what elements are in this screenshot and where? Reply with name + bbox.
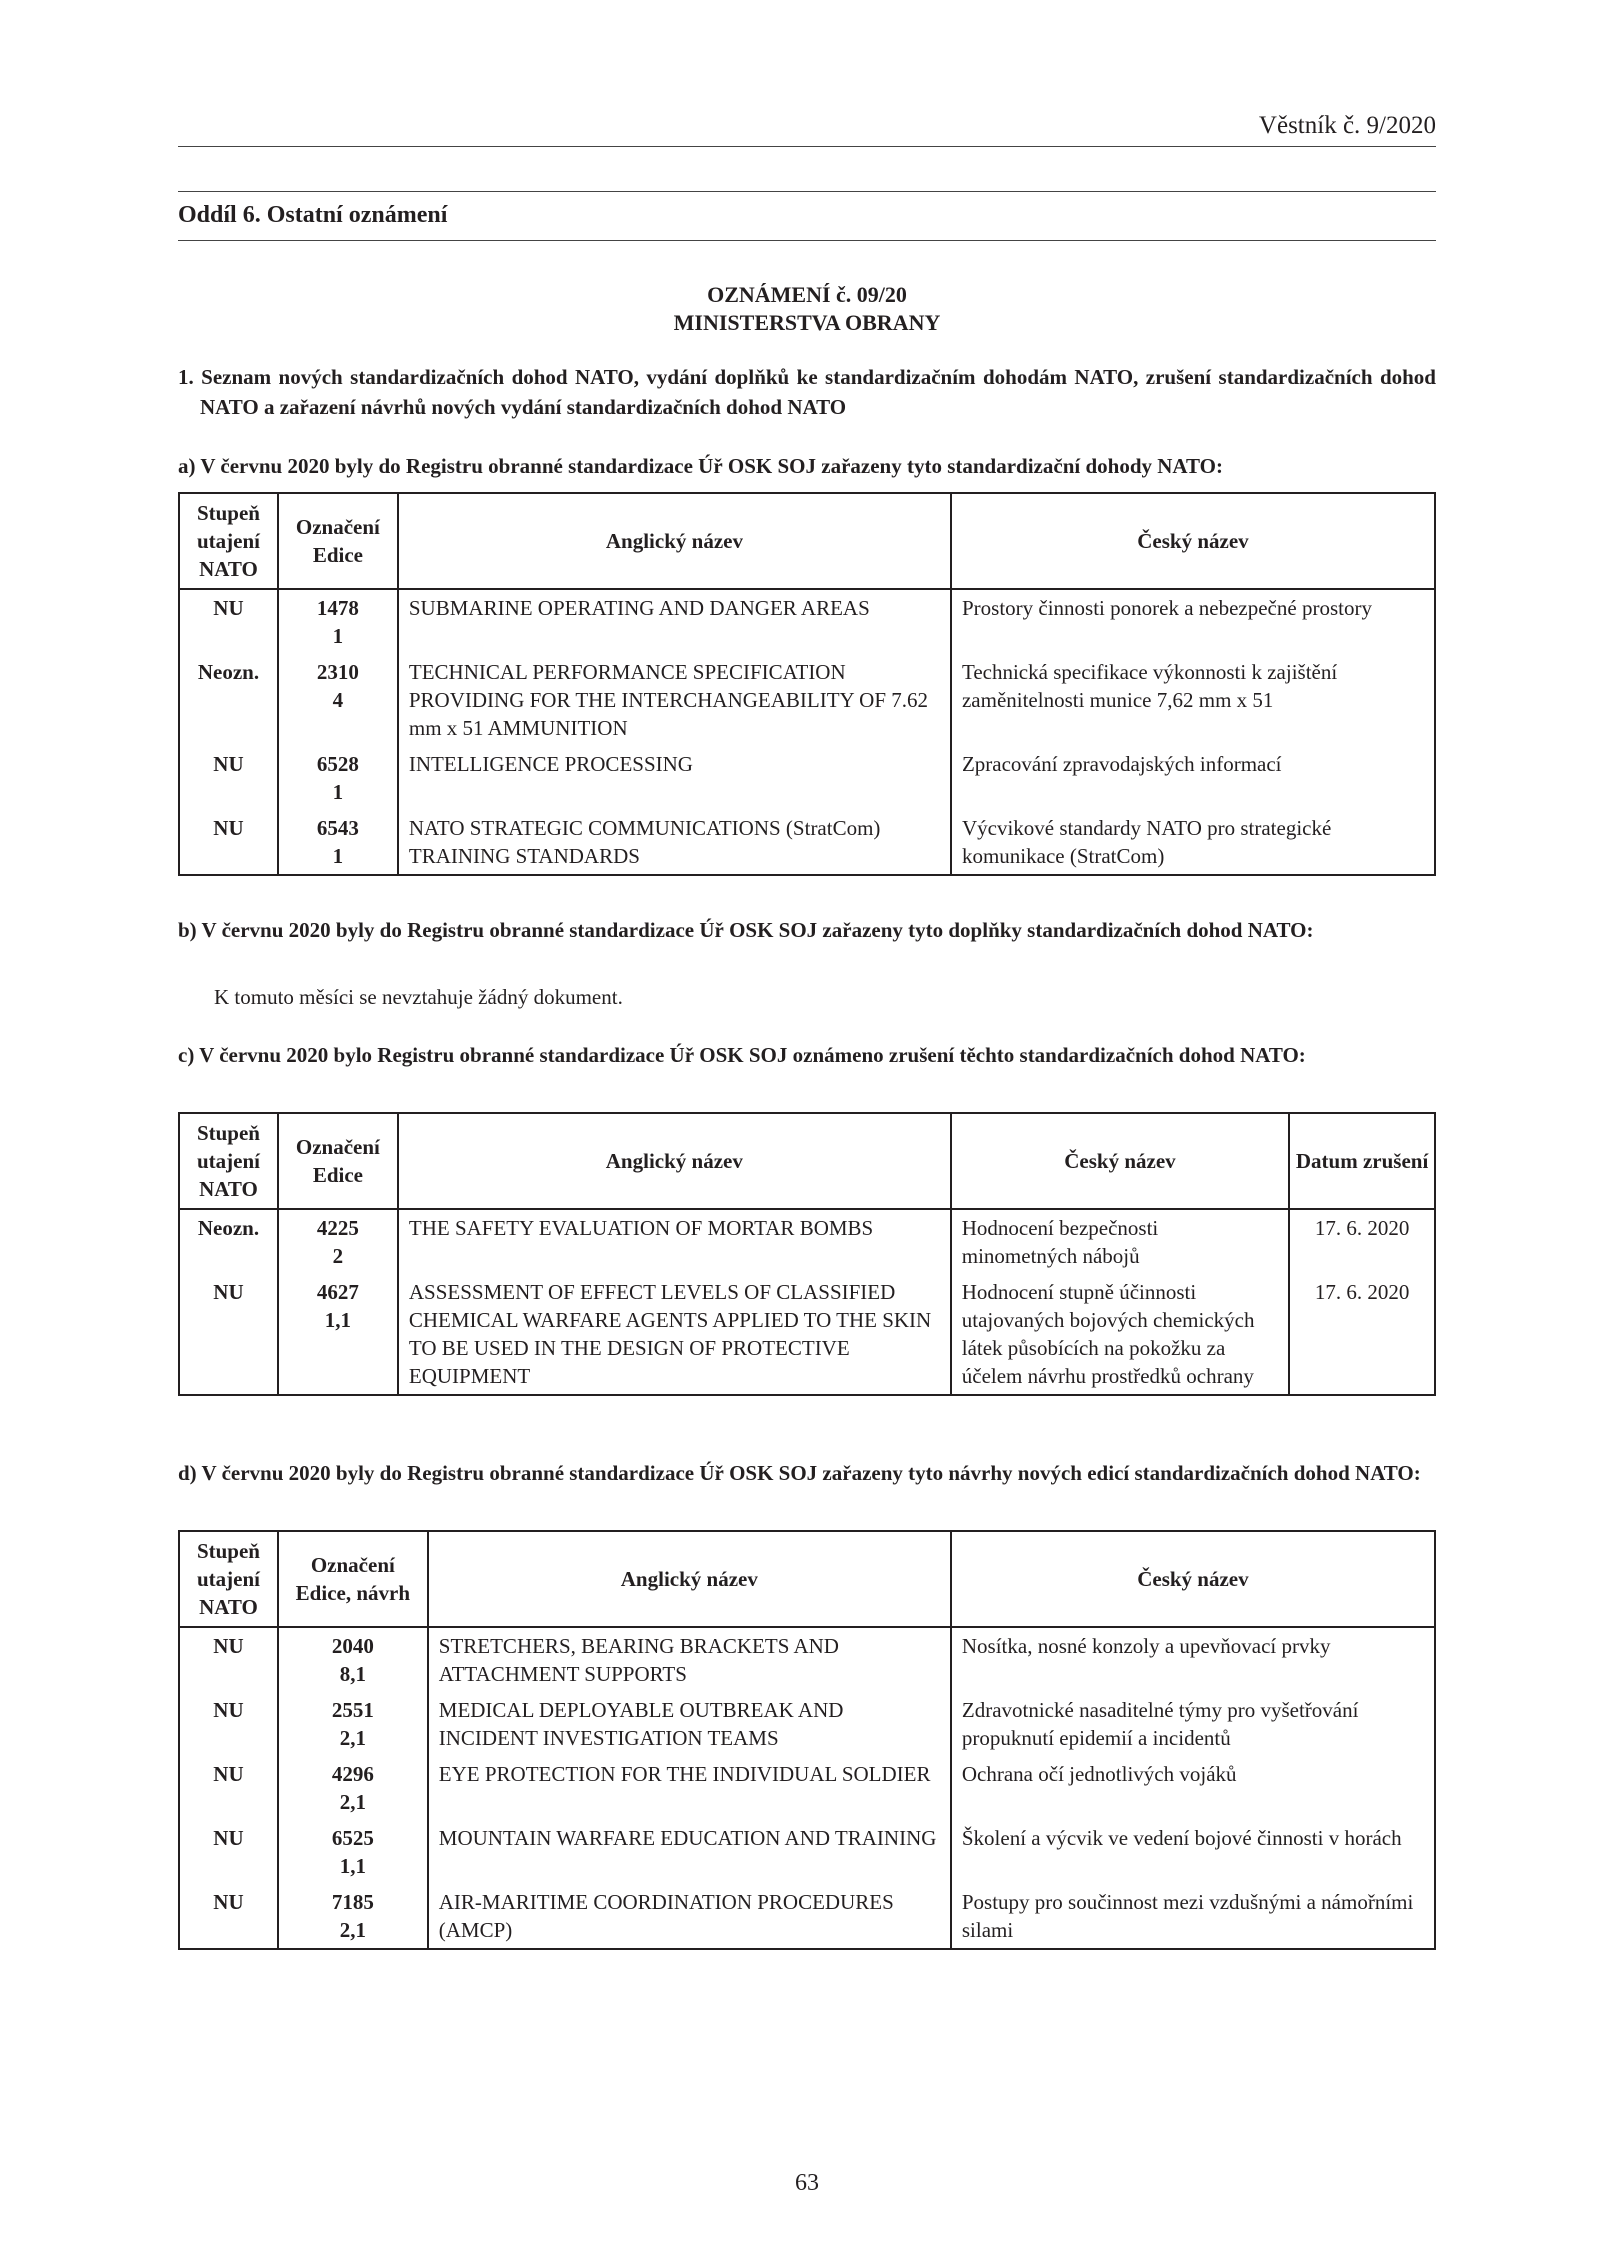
notice-issuer: MINISTERSTVA OBRANY — [673, 310, 941, 335]
cancel-date: 17. 6. 2020 — [1314, 1280, 1410, 1304]
stanag-number: 4225 — [316, 1216, 359, 1240]
intro-text: 1. Seznam nových standardizačních dohod NATO, vydání doplňků ke standardizačním dohodám NATO, zrušení standardizačních dohod NATO a zařazení návrhů nových vydání standardizačních dohod NATO — [178, 365, 1436, 419]
czech-title: Výcvikové standardy NATO pro strategické komunikace (StratCom) — [961, 816, 1332, 868]
col-header-oznaceni: Označení Edice — [278, 1113, 398, 1209]
stanag-number: 2551 — [331, 1698, 374, 1722]
cell-stupen — [179, 589, 278, 654]
col-header-oznaceni: Označení Edice — [278, 493, 398, 589]
cell-oznaceni — [278, 1209, 398, 1274]
classification-level: NU — [213, 752, 244, 776]
table-row — [179, 1692, 1435, 1756]
stanag-number: 2040 — [331, 1634, 374, 1658]
table-row — [179, 589, 1435, 654]
section-rule-bottom — [178, 240, 1436, 241]
col-header-stupen: Stupeň utajení NATO — [179, 1113, 278, 1209]
col-header-stupen: Stupeň utajení NATO — [179, 1531, 278, 1627]
table-header-row — [179, 1531, 1435, 1627]
cell-stupen — [179, 1692, 278, 1756]
czech-title: Ochrana očí jednotlivých vojáků — [961, 1762, 1237, 1786]
col-header-datum: Datum zrušení — [1289, 1113, 1435, 1209]
cell-stupen — [179, 654, 278, 746]
cell-cesky — [951, 1756, 1435, 1820]
stanag-number: 1478 — [316, 596, 359, 620]
table-row — [179, 746, 1435, 810]
cell-cesky — [951, 1692, 1435, 1756]
cell-cesky — [951, 1209, 1289, 1274]
classification-level: NU — [213, 1890, 244, 1914]
col-header-anglicky: Anglický název — [428, 1531, 951, 1627]
cell-anglicky — [398, 1274, 951, 1395]
edition: 1 — [332, 624, 344, 648]
col-header-anglicky: Anglický název — [398, 1113, 951, 1209]
table-part-d — [178, 1530, 1436, 1950]
table-row — [179, 810, 1435, 875]
intro-paragraph — [178, 362, 1436, 422]
stanag-number: 6528 — [316, 752, 359, 776]
cell-cesky — [951, 589, 1435, 654]
edition: 8,1 — [339, 1662, 366, 1686]
english-title: MOUNTAIN WARFARE EDUCATION AND TRAINING — [438, 1826, 937, 1850]
english-title: ASSESSMENT OF EFFECT LEVELS OF CLASSIFIED CHEMICAL WARFARE AGENTS APPLIED TO THE SKIN TO BE USED IN THE DESIGN OF PROTECTIVE EQUIPMENT — [408, 1280, 932, 1388]
part-d-heading: d) V červnu 2020 byly do Registru obranné standardizace Úř OSK SOJ zařazeny tyto návrhy nových edicí standardizačních dohod NATO: — [178, 1461, 1421, 1485]
part-c-heading: c) V červnu 2020 bylo Registru obranné standardizace Úř OSK SOJ oznámeno zrušení těchto standardizačních dohod NATO: — [178, 1043, 1306, 1067]
english-title: INTELLIGENCE PROCESSING — [408, 752, 693, 776]
cell-stupen — [179, 1627, 278, 1692]
cell-stupen — [179, 1756, 278, 1820]
english-title: SUBMARINE OPERATING AND DANGER AREAS — [408, 596, 870, 620]
col-header-cesky: Český název — [951, 1113, 1289, 1209]
page-number: 63 — [795, 2170, 819, 2196]
cell-stupen — [179, 810, 278, 875]
part-a-heading: a) V červnu 2020 byly do Registru obranné standardizace Úř OSK SOJ zařazeny tyto standardizační dohody NATO: — [178, 454, 1223, 478]
cell-stupen — [179, 1209, 278, 1274]
header-rule — [178, 146, 1436, 147]
edition: 2,1 — [339, 1790, 366, 1814]
part-b-note: K tomuto měsíci se nevztahuje žádný dokument. — [214, 985, 623, 1009]
cell-anglicky — [428, 1627, 951, 1692]
table-row — [179, 1756, 1435, 1820]
cell-oznaceni — [278, 654, 398, 746]
cell-anglicky — [428, 1884, 951, 1949]
cell-cesky — [951, 1274, 1289, 1395]
cell-oznaceni — [278, 1756, 428, 1820]
cell-anglicky — [428, 1692, 951, 1756]
cell-anglicky — [428, 1756, 951, 1820]
edition: 1 — [332, 780, 344, 804]
classification-level: NU — [213, 1762, 244, 1786]
table-row — [179, 1627, 1435, 1692]
part-b-heading: b) V červnu 2020 byly do Registru obranné standardizace Úř OSK SOJ zařazeny tyto doplňky standardizačních dohod NATO: — [178, 918, 1314, 942]
stanag-number: 7185 — [331, 1890, 374, 1914]
czech-title: Zpracování zpravodajských informací — [961, 752, 1282, 776]
cell-cesky — [951, 1820, 1435, 1884]
cell-oznaceni — [278, 746, 398, 810]
english-title: EYE PROTECTION FOR THE INDIVIDUAL SOLDIER — [438, 1762, 931, 1786]
classification-level: NU — [213, 596, 244, 620]
table-row — [179, 1274, 1435, 1395]
czech-title: Zdravotnické nasaditelné týmy pro vyšetřování propuknutí epidemií a incidentů — [961, 1698, 1359, 1750]
cell-anglicky — [428, 1820, 951, 1884]
czech-title: Postupy pro součinnost mezi vzdušnými a námořními silami — [961, 1890, 1414, 1942]
stanag-number: 4296 — [331, 1762, 374, 1786]
classification-level: NU — [213, 1826, 244, 1850]
edition: 2,1 — [339, 1918, 366, 1942]
edition: 4 — [332, 688, 344, 712]
cell-anglicky — [398, 810, 951, 875]
col-header-anglicky: Anglický název — [398, 493, 951, 589]
cell-datum — [1289, 1209, 1435, 1274]
cell-anglicky — [398, 1209, 951, 1274]
col-header-stupen: Stupeň utajení NATO — [179, 493, 278, 589]
notice-number: OZNÁMENÍ č. 09/20 — [707, 282, 907, 307]
table-row — [179, 1820, 1435, 1884]
czech-title: Technická specifikace výkonnosti k zajištění zaměnitelnosti munice 7,62 mm x 51 — [961, 660, 1338, 712]
czech-title: Hodnocení stupně účinnosti utajovaných bojových chemických látek působících na pokožku za účelem návrhu prostředků ochrany — [961, 1280, 1255, 1388]
classification-level: NU — [213, 1280, 244, 1304]
cancel-date: 17. 6. 2020 — [1314, 1216, 1410, 1240]
classification-level: Neozn. — [197, 660, 260, 684]
cell-anglicky — [398, 589, 951, 654]
col-header-cesky: Český název — [951, 1531, 1435, 1627]
czech-title: Školení a výcvik ve vedení bojové činnosti v horách — [961, 1826, 1402, 1850]
cell-oznaceni — [278, 1692, 428, 1756]
cell-cesky — [951, 746, 1435, 810]
col-header-oznaceni: Označení Edice, návrh — [278, 1531, 428, 1627]
cell-cesky — [951, 810, 1435, 875]
stanag-number: 4627 — [316, 1280, 359, 1304]
cell-cesky — [951, 654, 1435, 746]
english-title: TECHNICAL PERFORMANCE SPECIFICATION PROVIDING FOR THE INTERCHANGEABILITY OF 7.62 mm x 51 AMMUNITION — [408, 660, 929, 740]
table-header-row — [179, 493, 1435, 589]
section-title: Oddíl 6. Ostatní oznámení — [178, 202, 448, 228]
edition: 1,1 — [339, 1854, 366, 1878]
english-title: MEDICAL DEPLOYABLE OUTBREAK AND INCIDENT INVESTIGATION TEAMS — [438, 1698, 844, 1750]
english-title: AIR-MARITIME COORDINATION PROCEDURES (AMCP) — [438, 1890, 894, 1942]
cell-stupen — [179, 1274, 278, 1395]
cell-anglicky — [398, 746, 951, 810]
table-row — [179, 1209, 1435, 1274]
english-title: STRETCHERS, BEARING BRACKETS AND ATTACHMENT SUPPORTS — [438, 1634, 839, 1686]
stanag-number: 6525 — [331, 1826, 374, 1850]
cell-datum — [1289, 1274, 1435, 1395]
table-row — [179, 1884, 1435, 1949]
edition: 2,1 — [339, 1726, 366, 1750]
cell-stupen — [179, 1884, 278, 1949]
table-row — [179, 654, 1435, 746]
english-title: NATO STRATEGIC COMMUNICATIONS (StratCom) TRAINING STANDARDS — [408, 816, 881, 868]
cell-oznaceni — [278, 1274, 398, 1395]
classification-level: NU — [213, 1634, 244, 1658]
table-part-c — [178, 1112, 1436, 1396]
stanag-number: 2310 — [316, 660, 359, 684]
cell-cesky — [951, 1884, 1435, 1949]
edition: 1 — [332, 844, 344, 868]
classification-level: NU — [213, 816, 244, 840]
cell-oznaceni — [278, 589, 398, 654]
table-header-row — [179, 1113, 1435, 1209]
running-head: Věstník č. 9/2020 — [1258, 112, 1436, 139]
stanag-number: 6543 — [316, 816, 359, 840]
edition: 1,1 — [324, 1308, 352, 1332]
table-part-a — [178, 492, 1436, 876]
section-rule-top — [178, 191, 1436, 192]
czech-title: Hodnocení bezpečnosti minometných nábojů — [961, 1216, 1159, 1268]
english-title: THE SAFETY EVALUATION OF MORTAR BOMBS — [408, 1216, 874, 1240]
col-header-cesky: Český název — [951, 493, 1435, 589]
cell-anglicky — [398, 654, 951, 746]
cell-oznaceni — [278, 1884, 428, 1949]
edition: 2 — [332, 1244, 344, 1268]
cell-cesky — [951, 1627, 1435, 1692]
cell-oznaceni — [278, 810, 398, 875]
cell-stupen — [179, 746, 278, 810]
czech-title: Prostory činnosti ponorek a nebezpečné prostory — [961, 596, 1372, 620]
cell-oznaceni — [278, 1627, 428, 1692]
cell-oznaceni — [278, 1820, 428, 1884]
classification-level: NU — [213, 1698, 244, 1722]
classification-level: Neozn. — [197, 1216, 260, 1240]
cell-stupen — [179, 1820, 278, 1884]
czech-title: Nosítka, nosné konzoly a upevňovací prvky — [961, 1634, 1331, 1658]
